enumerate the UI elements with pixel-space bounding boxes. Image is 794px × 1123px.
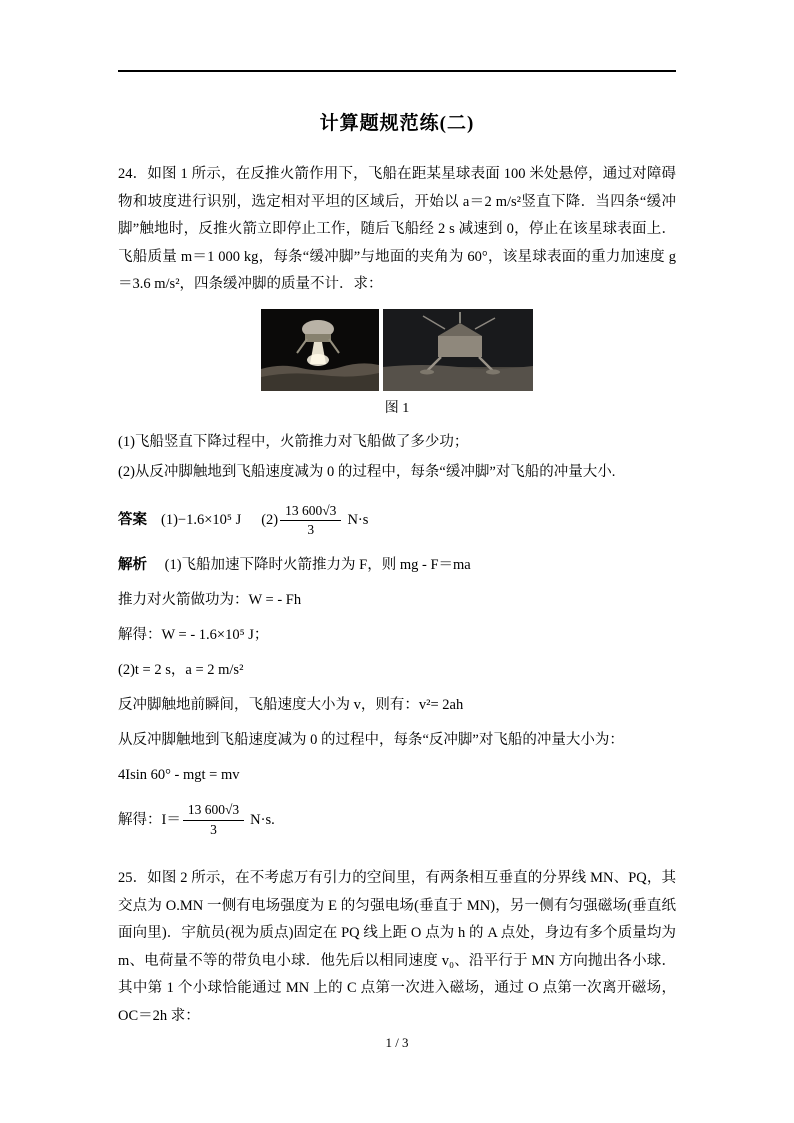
page-title: 计算题规范练(二) bbox=[319, 113, 475, 134]
analysis-final-line bbox=[118, 800, 676, 841]
analysis-line-5: 反冲脚触地前瞬间，飞船速度大小为 v，则有：v²= 2ah bbox=[118, 697, 464, 714]
lander-on-surface-photo bbox=[383, 309, 533, 391]
figure-1-caption: 图 1 bbox=[384, 400, 410, 416]
answer-fraction-denominator: 3 bbox=[280, 520, 341, 539]
analysis-line-3: 解得：W = - 1.6×10⁵ J； bbox=[118, 627, 269, 644]
analysis-text-1: (1)飞船加速下降时火箭推力为 F，则 mg - F＝ma bbox=[164, 557, 471, 574]
answer-label: 答案 bbox=[118, 512, 147, 529]
lander-descending-photo bbox=[261, 309, 379, 391]
analysis-line-6: 从反冲脚触地到飞船速度减为 0 的过程中，每条“反冲脚”对飞船的冲量大小为： bbox=[118, 732, 624, 749]
final-fraction bbox=[183, 802, 244, 839]
answer-part-2-prefix: (2) bbox=[261, 512, 279, 529]
answer-unit: N·s bbox=[347, 512, 369, 529]
final-unit: N·s. bbox=[250, 812, 275, 829]
analysis-line-4: (2)t = 2 s，a = 2 m/s² bbox=[118, 662, 244, 679]
answer-line bbox=[118, 501, 676, 542]
final-fraction-denominator: 3 bbox=[183, 820, 244, 839]
header-rule bbox=[118, 70, 676, 72]
analysis-label: 解析 bbox=[118, 557, 147, 574]
answer-fraction-numerator: 13 600√3 bbox=[285, 502, 337, 518]
answer-part-1: (1)−1.6×10⁵ J bbox=[161, 512, 242, 529]
answer-fraction bbox=[280, 503, 341, 540]
final-prefix: 解得：I＝ bbox=[118, 812, 181, 829]
problem-25-statement: 25．如图 2 所示，在不考虑万有引力的空间里，有两条相互垂直的分界线 MN、PQ，其交点为 O.MN 一侧有电场强度为 E 的匀强电场(垂直于 MN)，另一侧有匀强磁场(垂直纸面向里)．宇航员(视为质点)固定在 PQ 线上距 O 点为 h 的 A 点处，身边有多个质量均为 m、电荷量不等的带负电小球．他先后以相同速度 v₀、沿平行于 MN 方向抛出各小球．其中第 1 个小球恰能通过 MN 上的 C 点第一次进入磁场，通过 O 点第一次离开磁场，OC＝2h 求： bbox=[118, 870, 676, 1024]
figure-1 bbox=[118, 309, 676, 391]
problem-24-statement: 24．如图 1 所示，在反推火箭作用下，飞船在距某星球表面 100 米处悬停，通过对障碍物和坡度进行识别，选定相对平坦的区域后，开始以 a＝2 m/s²竖直下降．当四条“缓冲脚”触地时，反推火箭立即停止工作，随后飞船经 2 s 减速到 0，停止在该星球表面上．飞船质量 m＝1 000 kg，每条“缓冲脚”与地面的夹角为 60°，该星球表面的重力加速度 g＝3.6 m/s²，四条缓冲脚的质量不计．求： bbox=[118, 166, 676, 292]
analysis-line-2: 推力对火箭做功为：W = - Fh bbox=[118, 592, 302, 609]
final-fraction-numerator: 13 600√3 bbox=[187, 802, 240, 818]
question-1: (1)飞船竖直下降过程中，火箭推力对飞船做了多少功； bbox=[118, 433, 469, 450]
analysis-line-7: 4Isin 60° - mgt = mv bbox=[118, 767, 240, 784]
page-content bbox=[118, 0, 676, 1030]
problem-24-questions bbox=[118, 427, 676, 487]
analysis-line-1 bbox=[118, 555, 676, 576]
page-number: 1 / 3 bbox=[385, 1035, 409, 1050]
question-2: (2)从反冲脚触地到飞船速度减为 0 的过程中，每条“缓冲脚”对飞船的冲量大小. bbox=[118, 463, 616, 480]
